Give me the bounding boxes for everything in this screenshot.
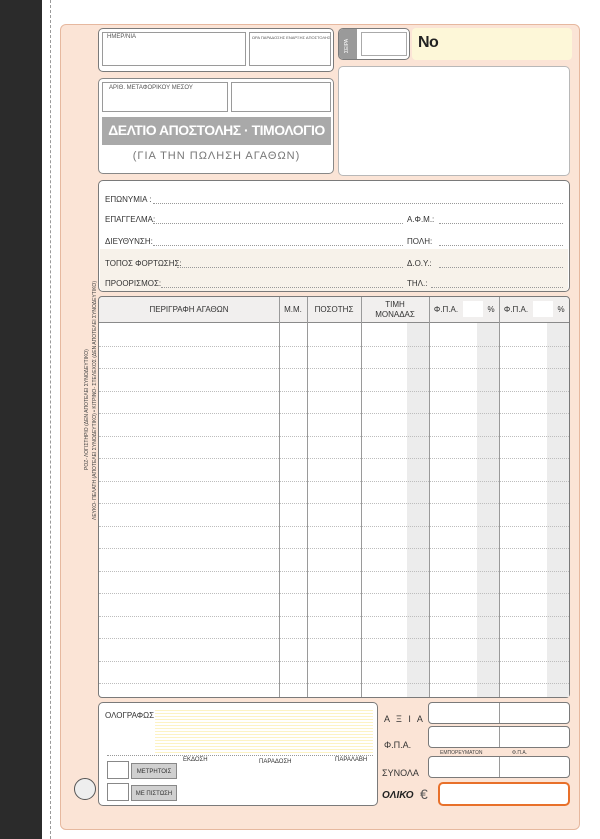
delivery-sign-label: ΠΑΡΑΔΟΣΗ	[259, 759, 292, 765]
delivery-time-label: ΩΡΑ ΠΑΡΑΔΟΣΗΣ ΕΝΑΡΞΗΣ ΑΠΟΣΤΟΛΗΣ	[252, 35, 331, 40]
vat-total-field[interactable]	[428, 726, 570, 748]
series-label: ΣΕΙΡΑ	[344, 38, 350, 53]
destination-field[interactable]	[161, 287, 403, 288]
delivery-time-field[interactable]	[249, 32, 331, 66]
issuer-box[interactable]	[338, 66, 570, 176]
vat-total-label: Φ.Π.Α.	[384, 740, 412, 750]
loading-place-field[interactable]	[177, 267, 403, 268]
vehicle-field[interactable]	[102, 82, 228, 112]
totals-field[interactable]	[428, 756, 570, 778]
vat-number-label: Α.Φ.Μ.:	[407, 215, 435, 224]
col-header-vat-1-percent: %	[487, 305, 495, 314]
phone-field[interactable]	[431, 287, 563, 288]
number-box	[412, 28, 572, 60]
table-row[interactable]	[99, 346, 569, 347]
profession-label: ΕΠΑΓΓΕΛΜΑ:	[105, 215, 156, 224]
address-field[interactable]	[153, 245, 403, 246]
table-row[interactable]	[99, 458, 569, 459]
merchandise-label: ΕΜΠΟΡΕΥΜΑΤΩΝ	[440, 750, 483, 756]
col-header-vat-1: Φ.Π.Α.	[433, 305, 459, 314]
credit-label: ΜΕ ΠΙΣΤΩΣΗ	[131, 785, 177, 801]
destination-label: ΠΡΟΟΡΙΣΜΟΣ:	[105, 279, 162, 288]
vat-1-rate-field[interactable]	[463, 301, 483, 317]
city-field[interactable]	[439, 245, 563, 246]
grand-total-field[interactable]	[438, 782, 570, 806]
date-label: ΗΜΕΡ/ΝΙΑ	[107, 34, 137, 40]
table-row[interactable]	[99, 616, 569, 617]
price-cents-col	[407, 323, 429, 697]
table-row[interactable]	[99, 661, 569, 662]
vat-col-label: Φ.Π.Α.	[512, 750, 528, 756]
table-row[interactable]	[99, 481, 569, 482]
perforation-line	[50, 0, 51, 839]
col-divider	[279, 297, 280, 697]
tax-office-field[interactable]	[439, 267, 563, 268]
col-header-unit: Μ.Μ.	[284, 305, 302, 314]
col-header-description: ΠΕΡΙΓΡΑΦΗ ΑΓΑΘΩΝ	[149, 305, 229, 314]
city-label: ΠΟΛΗ:	[407, 237, 433, 246]
receipt-sign-label: ΠΑΡΑΛΑΒΗ	[335, 757, 368, 763]
table-row[interactable]	[99, 548, 569, 549]
address-label: ΔΙΕΥΘΥΝΣΗ:	[105, 237, 153, 246]
value-divider	[499, 703, 500, 723]
customer-box	[98, 180, 570, 292]
col-header-quantity: ΠΟΣΟΤΗΣ	[314, 305, 354, 314]
in-words-field[interactable]	[155, 709, 373, 753]
table-row[interactable]	[99, 638, 569, 639]
phone-label: ΤΗΛ.:	[407, 279, 428, 288]
date-time-box	[98, 28, 334, 72]
table-row[interactable]	[99, 593, 569, 594]
vat-divider	[499, 727, 500, 747]
copy-note-2: ΛΕΥΚΟ- ΠΕΛΑΤΗ (ΑΠΟΤΕΛΕΙ ΣΥΝΟΔΕΥΤΙΚΟ) • ΚΙΤΡΙΝΟ- ΣΤΕΛΕΧΟΣ (ΔΕΝ ΑΠΟΤΕΛΕΙ ΣΥΝΟΔΕΥΤΙΚΟ)	[92, 281, 98, 520]
col-divider	[307, 297, 308, 697]
cash-checkbox[interactable]	[107, 761, 129, 779]
date-field[interactable]	[102, 32, 246, 66]
table-row[interactable]	[99, 571, 569, 572]
series-tab	[339, 29, 357, 59]
profession-field[interactable]	[153, 223, 403, 224]
binding-strip	[0, 0, 42, 839]
name-label: ΕΠΩΝΥΜΙΑ :	[105, 195, 152, 204]
credit-checkbox[interactable]	[107, 783, 129, 801]
totals-label: ΣΥΝΟΛΑ	[382, 768, 419, 778]
table-row[interactable]	[99, 368, 569, 369]
vat-2-rate-field[interactable]	[533, 301, 553, 317]
cash-label: ΜΕΤΡΗΤΟΙΣ	[131, 763, 177, 779]
vat-number-field[interactable]	[439, 223, 563, 224]
table-row[interactable]	[99, 436, 569, 437]
vat2-cents-col	[547, 323, 569, 697]
totals-divider	[499, 757, 500, 777]
logo-icon	[74, 778, 96, 800]
document-title: ΔΕΛΤΙΟ ΑΠΟΣΤΟΛΗΣ · ΤΙΜΟΛΟΓΙΟ	[102, 117, 331, 145]
name-field[interactable]	[153, 203, 563, 204]
series-box	[338, 28, 410, 60]
table-row[interactable]	[99, 503, 569, 504]
tax-office-label: Δ.Ο.Υ.:	[407, 259, 432, 268]
vehicle-label: ΑΡΙΘ. ΜΕΤΑΦΟΡΙΚΟΥ ΜΕΣΟΥ	[109, 85, 193, 91]
grand-total-label: ΟΛΙΚΟ	[382, 790, 414, 801]
table-row[interactable]	[99, 683, 569, 684]
title-block	[98, 78, 334, 174]
issue-label: ΕΚΔΟΣΗ	[183, 757, 208, 763]
table-row[interactable]	[99, 413, 569, 414]
value-field[interactable]	[428, 702, 570, 724]
number-label: Νο	[418, 34, 439, 51]
footer-left-box	[98, 702, 378, 806]
loading-place-label: ΤΟΠΟΣ ΦΟΡΤΩΣΗΣ:	[105, 259, 182, 268]
table-row[interactable]	[99, 526, 569, 527]
col-divider	[429, 297, 430, 697]
in-words-label: ΟΛΟΓΡΑΦΩΣ	[105, 711, 155, 720]
vehicle-value-field[interactable]	[231, 82, 331, 112]
euro-icon: €	[420, 786, 428, 802]
col-header-vat-2-percent: %	[557, 305, 565, 314]
vat1-cents-col	[477, 323, 499, 697]
goods-table	[98, 296, 570, 698]
col-header-unit-price: ΤΙΜΗ ΜΟΝΑΔΑΣ	[375, 300, 415, 319]
document-subtitle: (ΓΙΑ ΤΗΝ ΠΩΛΗΣΗ ΑΓΑΘΩΝ)	[102, 146, 331, 168]
customer-stripe	[100, 249, 568, 291]
series-field[interactable]	[361, 32, 407, 56]
signature-area[interactable]	[183, 767, 373, 803]
words-line	[107, 755, 373, 756]
col-header-vat-2: Φ.Π.Α.	[503, 305, 529, 314]
copy-note-1: ΡΟΖ- ΛΟΓΙΣΤΗΡΙΟ (ΔΕΝ ΑΠΟΤΕΛΕΙ ΣΥΝΟΔΕΥΤΙΚΟ)	[84, 349, 90, 470]
col-divider	[361, 297, 362, 697]
table-row[interactable]	[99, 391, 569, 392]
value-label: Α Ξ Ι Α	[384, 714, 425, 724]
col-divider	[499, 297, 500, 697]
